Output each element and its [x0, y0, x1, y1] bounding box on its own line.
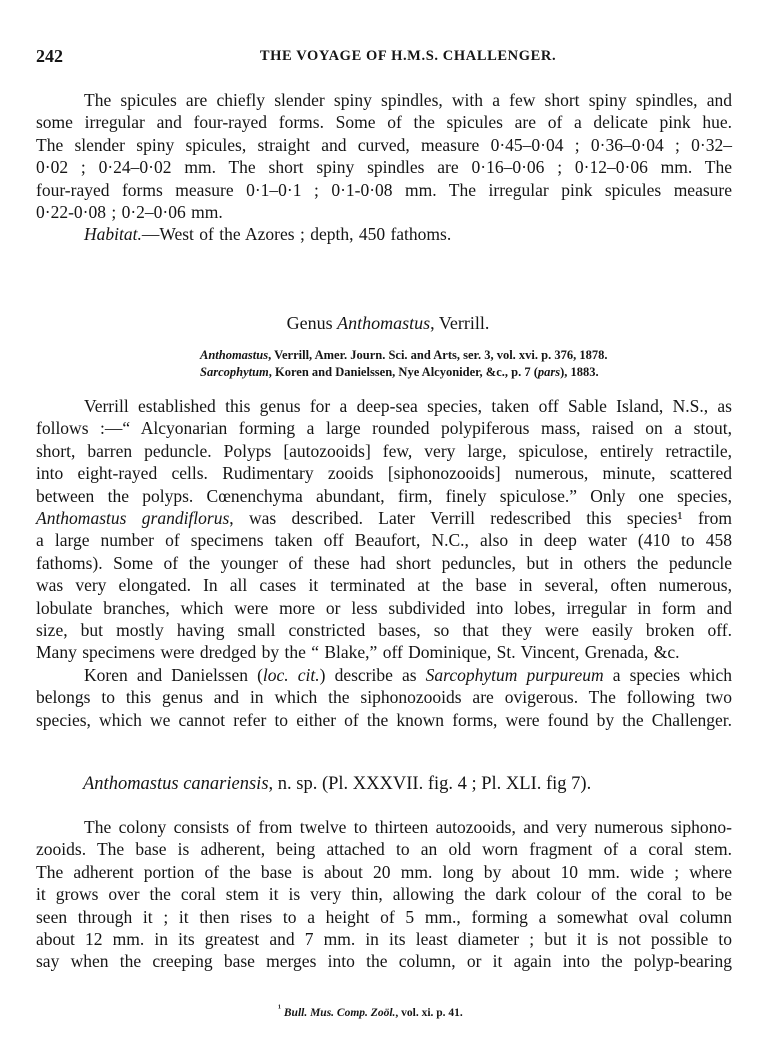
text-line	[36, 686, 732, 708]
genus-heading	[0, 313, 776, 334]
running-title: THE VOYAGE OF H.M.S. CHALLENGER.	[259, 48, 557, 64]
text-segment: it grows over the coral stem it is very thin, allowing the dark colour of the coral to be	[36, 884, 732, 905]
genus-suffix: , Verrill.	[430, 313, 490, 333]
text-line	[36, 417, 732, 439]
text-line	[36, 134, 732, 156]
species-heading	[83, 774, 591, 795]
paragraph-colony-description	[36, 816, 732, 973]
footnote-journal: Bull. Mus. Comp. Zoöl.	[283, 1006, 396, 1019]
text-segment: 0·02 ; 0·24–0·02 mm. The short spiny spindles are 0·16–0·06 ; 0·12–0·06 mm. The	[36, 157, 732, 178]
reference-text: , Koren and Danielssen, Nye Alcyonider, &c., p. 7 (	[268, 365, 538, 379]
reference-name: Anthomastus	[200, 348, 269, 362]
text-line	[36, 664, 732, 686]
italic-text: Sarcophytum purpureum	[425, 664, 604, 685]
footnote-text: , vol. xi. p. 41.	[395, 1006, 463, 1019]
text-segment: a species which	[603, 664, 732, 685]
text-segment: ) describe as	[319, 664, 426, 685]
text-segment: size, but mostly having small constricted bases, so that they were easily broken off.	[36, 620, 732, 641]
text-segment: short, barren peduncle. Polyps [autozooids] few, very large, spiculose, entirely retractile,	[36, 440, 732, 461]
species-plates: , n. sp. (Pl. XXXVII. fig. 4 ; Pl. XLI. fig 7).	[268, 774, 592, 794]
text-segment: The colony consists of from twelve to thirteen autozooids, and very numerous siphono-	[84, 817, 732, 837]
text-line	[36, 440, 732, 462]
text-line	[36, 574, 732, 596]
text-line	[36, 709, 732, 731]
italic-text: loc. cit.	[262, 664, 320, 685]
synonymy-references	[200, 347, 607, 381]
text-line	[36, 395, 732, 417]
text-line	[36, 111, 732, 133]
text-line	[36, 201, 732, 223]
italic-text: Habitat.	[84, 224, 142, 245]
text-line	[36, 597, 732, 619]
text-segment: —West of the Azores ; depth, 450 fathoms.	[141, 224, 452, 245]
text-segment: fathoms). Some of the younger of these had short peduncles, but in others the peduncle	[36, 552, 732, 573]
text-segment: a large number of specimens taken off Beaufort, N.C., also in deep water (410 to 458	[36, 530, 732, 551]
text-segment: say when the creeping base merges into the column, or it again into the polyp-bearing	[36, 951, 732, 972]
text-segment: some irregular and four-rayed forms. Some of the spicules are of a delicate pink hue.	[36, 112, 732, 133]
text-segment: seen through it ; it then rises to a height of 5 mm., forming a somewhat oval column	[36, 906, 732, 927]
italic-text: Anthomastus grandiflorus	[36, 508, 230, 529]
text-segment: between the polyps. Cœnenchyma abundant, firm, finely spiculose.” Only one species,	[36, 485, 732, 506]
text-line	[36, 552, 732, 574]
paragraph-spicules	[36, 89, 732, 246]
text-segment: into eight-rayed cells. Rudimentary zooids [siphonozooids] numerous, minute, scattered	[36, 463, 732, 484]
reference-name: Sarcophytum	[200, 365, 269, 379]
paragraph-genus-description	[36, 395, 732, 731]
text-segment: species, which we cannot refer to either of the known forms, were found by the Challenger.	[36, 709, 732, 730]
text-line	[36, 462, 732, 484]
text-segment: was very elongated. In all cases it terminated at the base in several, often numerous,	[36, 575, 732, 596]
text-segment: The adherent portion of the base is about 20 mm. long by about 10 mm. wide ; where	[36, 861, 732, 882]
text-segment: , was described. Later Verrill redescribed this species¹ from	[229, 508, 732, 529]
text-line	[36, 883, 732, 905]
text-line	[36, 906, 732, 928]
page-number: 242	[36, 46, 63, 66]
text-line	[36, 928, 732, 950]
text-segment: Verrill established this genus for a deep-sea species, taken off Sable Island, N.S., as	[84, 396, 732, 416]
genus-prefix: Genus	[286, 313, 338, 333]
text-segment: about 12 mm. in its greatest and 7 mm. in its least diameter ; but it is not possible to	[36, 929, 732, 950]
reference-end: ), 1883.	[560, 365, 599, 379]
text-segment: four-rayed forms measure 0·1–0·1 ; 0·1-0·08 mm. The irregular pink spicules measure	[36, 179, 732, 200]
reference-line	[200, 364, 607, 381]
reference-line	[200, 347, 607, 364]
text-segment: lobulate branches, which were more or less subdivided into lobes, irregular in form and	[36, 597, 732, 618]
text-segment: The slender spiny spicules, straight and curved, measure 0·45–0·04 ; 0·36–0·04 ; 0·32–	[36, 134, 732, 155]
text-line	[36, 816, 732, 838]
text-segment: Many specimens were dredged by the “ Blake,” off Dominique, St. Vincent, Grenada, &c.	[36, 642, 680, 663]
text-line	[36, 529, 732, 551]
reference-text: , Verrill, Amer. Journ. Sci. and Arts, ser. 3, vol. xvi. p. 376, 1878.	[268, 348, 608, 362]
text-line	[36, 485, 732, 507]
text-segment: 0·22-0·08 ; 0·2–0·06 mm.	[36, 202, 223, 223]
text-line	[36, 641, 732, 663]
text-segment: follows :—“ Alcyonarian forming a large rounded polypiferous mass, raised on a stout,	[36, 418, 732, 439]
footnote	[278, 1003, 463, 1019]
text-line	[36, 89, 732, 111]
text-line	[36, 861, 732, 883]
text-line	[36, 619, 732, 641]
text-segment: The spicules are chiefly slender spiny spindles, with a few short spiny spindles, and	[84, 90, 732, 110]
text-line	[36, 950, 732, 972]
text-line	[36, 838, 732, 860]
text-segment: belongs to this genus and in which the siphonozooids are ovigerous. The following two	[36, 687, 732, 708]
species-name: Anthomastus canariensis	[83, 774, 269, 794]
reference-pars: pars	[537, 365, 561, 379]
genus-name: Anthomastus	[337, 313, 431, 333]
text-segment: zooids. The base is adherent, being attached to an old worn fragment of a coral stem.	[36, 839, 732, 860]
text-line	[36, 179, 732, 201]
text-line	[36, 223, 732, 245]
footnote-mark: ¹	[278, 1003, 281, 1014]
text-line	[36, 156, 732, 178]
text-segment: Koren and Danielssen (	[84, 664, 263, 685]
text-line	[36, 507, 732, 529]
